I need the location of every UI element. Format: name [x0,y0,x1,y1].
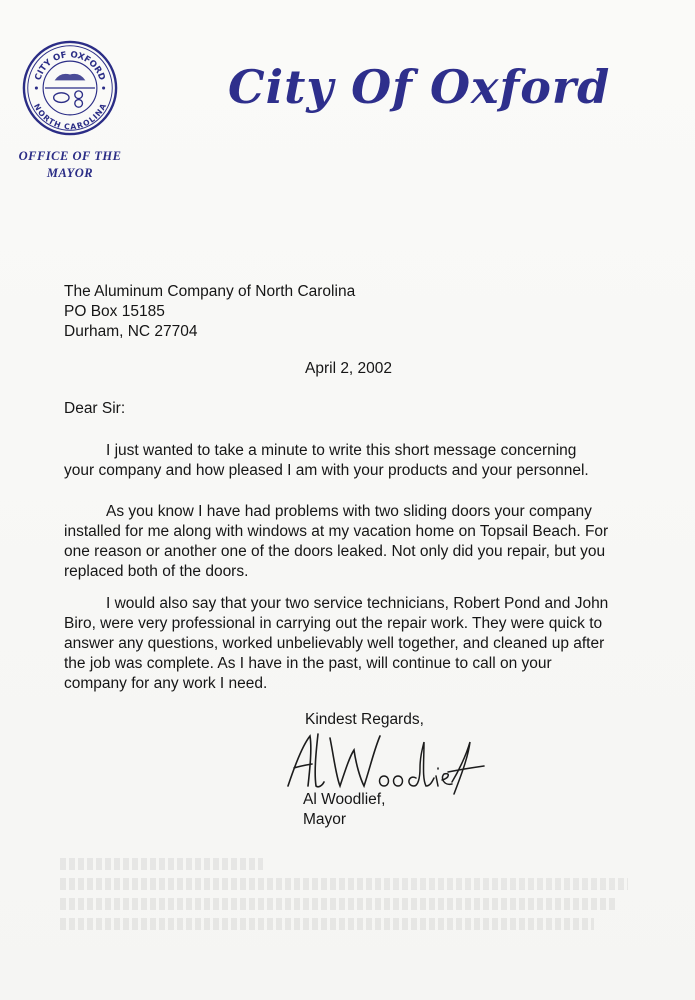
city-seal-logo [22,40,118,136]
letter-date: April 2, 2002 [305,360,393,377]
bleed-through-texture [60,858,640,938]
paragraph-1 [64,441,619,481]
office-line-1: OFFICE OF THE [18,149,122,163]
signer-title: Mayor [303,811,347,828]
svg-text:CITY OF OXFORD: CITY OF OXFORD [33,50,107,82]
salutation: Dear Sir: [64,400,126,417]
recipient-line-2: PO Box 15185 [64,303,165,320]
paragraph-line: I would also say that your two service technicians, Robert Pond and John [106,595,609,612]
masthead-title: City Of Oxford [228,60,611,114]
paragraph-line: replaced both of the doors. [64,563,249,580]
paragraph-line: I just wanted to take a minute to write this short message concerning [106,442,577,459]
paragraph-line: company for any work I need. [64,675,268,692]
handwritten-signature [280,728,490,798]
paragraph-line: one reason or another one of the doors leaked. Not only did you repair, but you [64,543,606,560]
paragraph-line: Biro, were very professional in carrying out the repair work. They were quick to [64,615,603,632]
svg-text:NORTH CAROLINA: NORTH CAROLINA [31,102,109,132]
paragraph-line: installed for me along with windows at my vacation home on Topsail Beach. For [64,523,609,540]
closing: Kindest Regards, [305,711,424,728]
paragraph-line: As you know I have had problems with two sliding doors your company [106,503,592,520]
recipient-line-1: The Aluminum Company of North Carolina [64,283,356,300]
office-of-the-mayor-label [0,148,140,182]
recipient-line-3: Durham, NC 27704 [64,323,198,340]
recipient-address [64,282,355,342]
signer-name: Al Woodlief, [303,791,386,808]
paragraph-line: your company and how pleased I am with your products and your personnel. [64,462,589,479]
paragraph-3 [64,594,619,694]
paragraph-line: the job was complete. As I have in the past, will continue to call on your [64,655,552,672]
paragraph-line: answer any questions, worked unbelievably well together, and cleaned up after [64,635,605,652]
paragraph-2 [64,502,619,582]
office-line-2: MAYOR [46,166,94,180]
